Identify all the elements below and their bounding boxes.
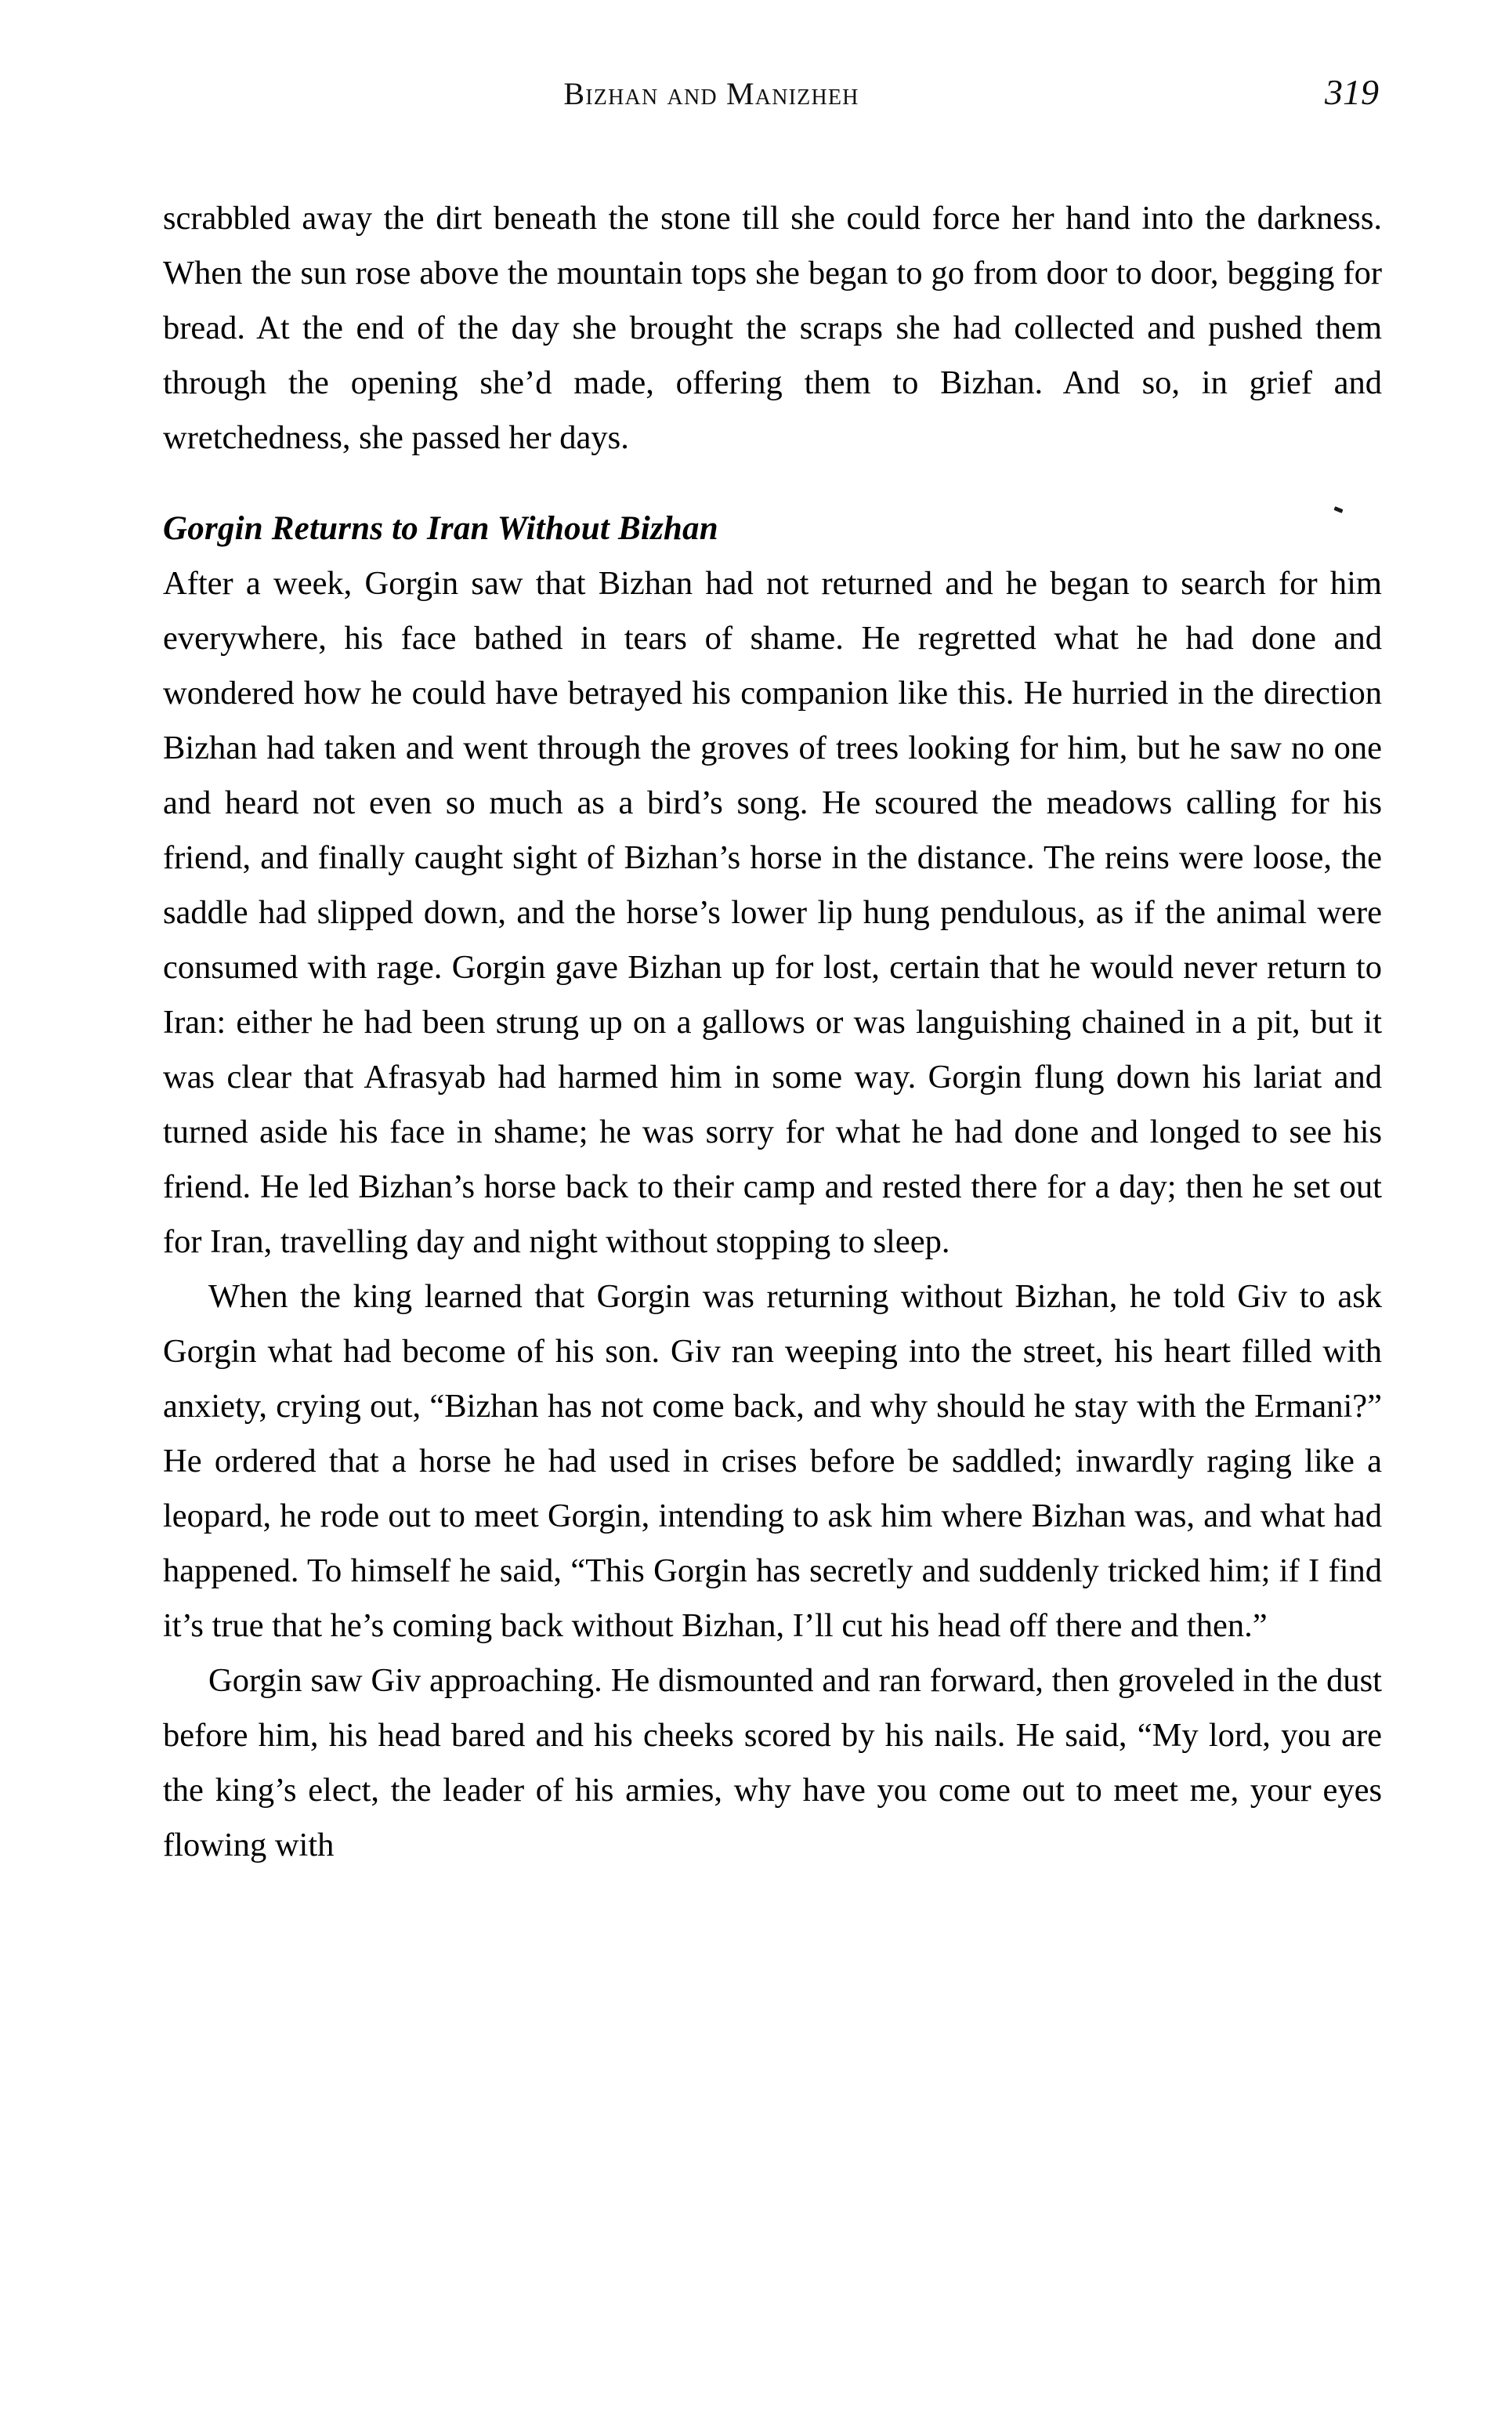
paragraph-gorgin-searches: After a week, Gorgin saw that Bizhan had not returned and he began to search for him everywhere, his face bathed in tears of shame. He regretted what he had done and wondered how he could have betrayed his companion like this. He hurried in the direction Bizhan had taken and went through the groves of trees looking for him, but he saw no one and heard not even so much as a bird’s song. He scoured the meadows calling for his friend, and finally caught sight of Bizhan’s horse in the distance. The reins were loose, the saddle had slipped down, and the horse’s lower lip hung pendulous, as if the animal were consumed with rage. Gorgin gave Bizhan up for lost, certain that he would never return to Iran: either he had been strung up on a gallows or was languishing chained in a pit, but it was clear that Afrasyab had harmed him in some way. Gorgin flung down his lariat and turned aside his face in shame; he was sorry for what he had done and longed to see his friend. He led Bizhan’s horse back to their camp and rested there for a day; then he set out for Iran, travelling day and night without stopping to sleep. [163,565,1382,1260]
paragraph-king-learns: When the king learned that Gorgin was returning without Bizhan, he told Giv to ask Gorgin what had become of his son. Giv ran weeping into the street, his heart filled with anxiety, crying out, “Bizhan has not come back, and why should he stay with the Ermani?” He ordered that a horse he had used in crises before be saddled; inwardly raging like a leopard, he rode out to meet Gorgin, intending to ask him where Bizhan was, and what had happened. To himself he said, “This Gorgin has secretly and suddenly tricked him; if I find it’s true that he’s coming back without Bizhan, I’ll cut his head off there and then.” [163,1278,1382,1644]
section-heading: Gorgin Returns to Iran Without Bizhan [163,510,718,547]
running-head-title: Bizhan and Manizheh [563,76,859,111]
paragraph-continuation: scrabbled away the dirt beneath the stone till she could force her hand into the darkness. When the sun rose above the mountain tops she began to go from door to door, begging for bread. At the end of the day she brought the scraps she had collected and pushed them through the opening she’d made, offering them to Bizhan. And so, in grief and wretchedness, she passed her days. [163,200,1382,456]
paragraph-gorgin-sees-giv: Gorgin saw Giv approaching. He dismounted and ran forward, then groveled in the dust before him, his head bared and his cheeks scored by his nails. He said, “My lord, you are the king’s elect, the leader of his armies, why have you come out to meet me, your eyes flowing with [163,1662,1382,1863]
page-number: 319 [1325,72,1379,112]
body-text-block [163,191,1382,1873]
running-head [163,72,1379,119]
heading-spacer [163,465,1382,502]
